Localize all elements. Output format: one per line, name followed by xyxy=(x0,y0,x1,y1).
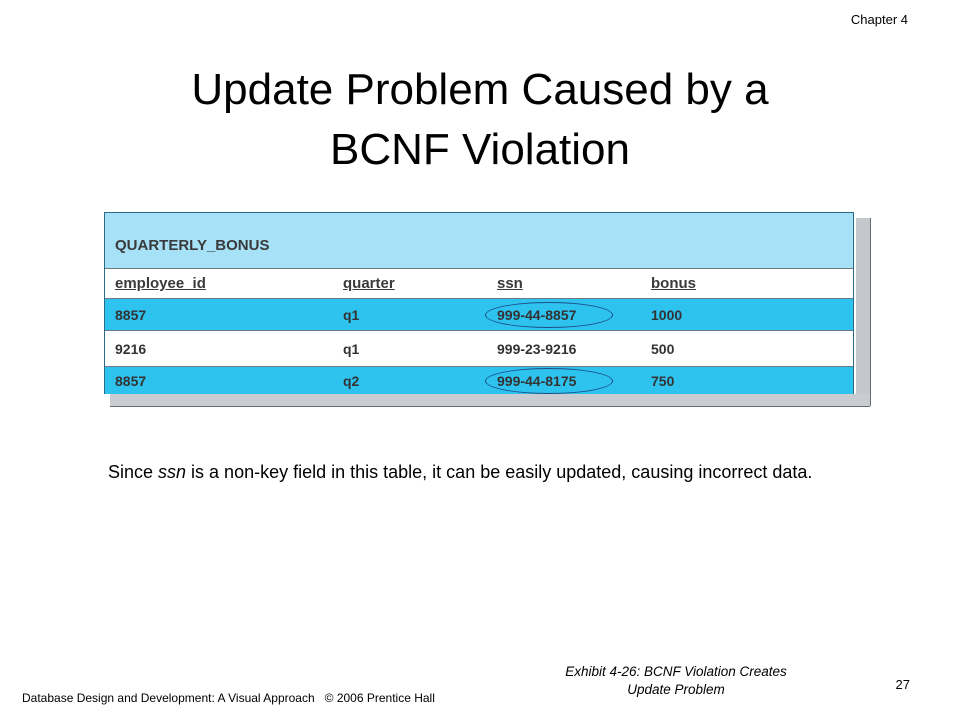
table-shadow-side xyxy=(856,218,871,406)
cell-employee-id: 9216 xyxy=(115,340,147,357)
cell-bonus: 500 xyxy=(651,340,675,357)
slide-title-line-2: BCNF Violation xyxy=(330,125,630,174)
cell-ssn: 999-44-8175 xyxy=(497,372,577,389)
table-shadow-bottom xyxy=(110,394,870,407)
column-header-bonus: bonus xyxy=(651,275,696,292)
copyright: © 2006 Prentice Hall xyxy=(324,691,435,705)
ssn-emphasis: ssn xyxy=(158,462,187,482)
cell-bonus: 1000 xyxy=(651,306,683,323)
cell-quarter: q2 xyxy=(343,372,360,389)
table-row xyxy=(105,331,853,367)
column-header-employee-id: employee_id xyxy=(115,275,206,292)
column-header-ssn: ssn xyxy=(497,275,523,292)
cell-bonus: 750 xyxy=(651,372,675,389)
table-name: QUARTERLY_BONUS xyxy=(105,213,853,269)
cell-employee-id: 8857 xyxy=(115,306,147,323)
exhibit-caption-line-2: Update Problem xyxy=(627,682,725,697)
quarterly-bonus-table-figure xyxy=(104,212,872,408)
quarterly-bonus-table xyxy=(104,212,854,394)
chapter-label: Chapter 4 xyxy=(850,12,908,27)
explanation-text-start: Since xyxy=(108,462,159,482)
cell-quarter: q1 xyxy=(343,306,360,323)
table-header-row xyxy=(105,269,853,299)
table-row xyxy=(105,299,853,331)
footer-credit xyxy=(22,691,435,705)
exhibit-caption xyxy=(500,663,852,699)
explanation-text-end: is a non-key field in this table, it can be easily updated, causing incorrect data. xyxy=(186,462,813,482)
table-row xyxy=(105,367,853,394)
column-header-quarter: quarter xyxy=(343,275,395,292)
book-title: Database Design and Development: A Visual Approach xyxy=(22,691,315,705)
cell-employee-id: 8857 xyxy=(115,372,147,389)
page-number: 27 xyxy=(895,677,910,692)
slide-title-line-1: Update Problem Caused by a xyxy=(191,65,769,114)
exhibit-caption-line-1: Exhibit 4-26: BCNF Violation Creates xyxy=(565,664,787,679)
slide-title xyxy=(80,60,880,180)
explanation-text xyxy=(108,458,828,486)
cell-ssn: 999-44-8857 xyxy=(497,306,577,323)
cell-quarter: q1 xyxy=(343,340,360,357)
cell-ssn: 999-23-9216 xyxy=(497,340,577,357)
